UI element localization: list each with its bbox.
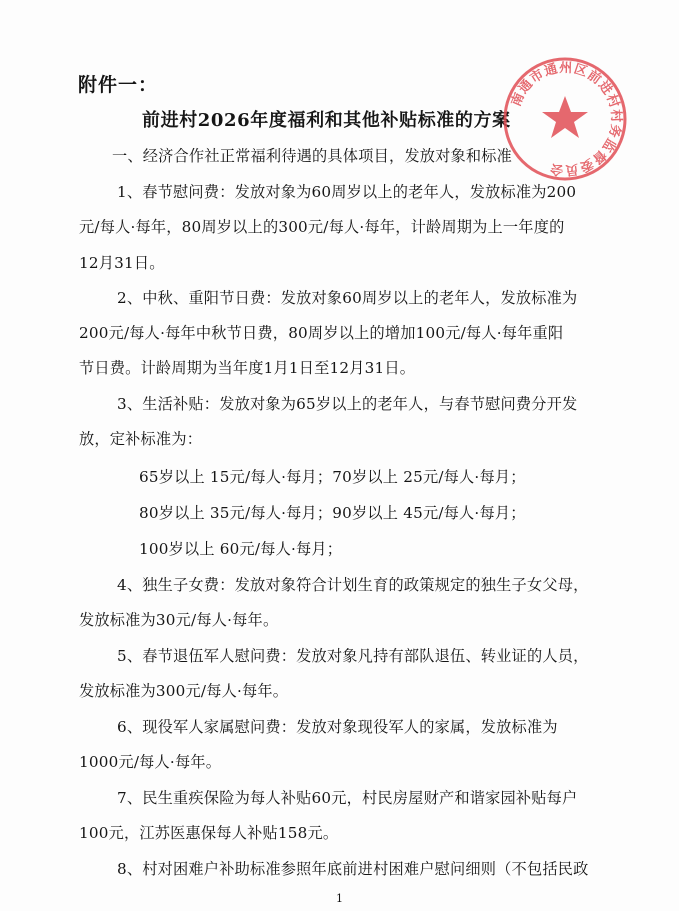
item4-line2: 发放标准为30元/每人·每年。	[79, 611, 279, 629]
item1-line2: 元/每人·每年，80周岁以上的300元/每人·每年，计龄周期为上一年度的	[79, 218, 565, 236]
item7-line1: 7、民生重疾保险为每人补贴60元，村民房屋财产和谐家园补贴每户	[117, 789, 578, 807]
item2-line3: 节日费。计龄周期为当年度1月1日至12月31日。	[79, 359, 416, 377]
attachment-label: 附件一：	[78, 74, 159, 96]
item3-line2: 放，定补标准为：	[79, 430, 203, 448]
item5-line1: 5、春节退伍军人慰问费：发放对象凡持有部队退伍、转业证的人员，	[117, 647, 589, 665]
item2-line1: 2、中秋、重阳节日费：发放对象60周岁以上的老年人，发放标准为	[117, 289, 578, 307]
item6-line2: 1000元/每人·每年。	[79, 753, 222, 771]
item1-line1: 1、春节慰问费：发放对象为60周岁以上的老年人，发放标准为200	[117, 183, 577, 201]
item3-line1: 3、生活补贴：发放对象为65岁以上的老年人，与春节慰问费分开发	[117, 395, 578, 413]
item5-line2: 发放标准为300元/每人·每年。	[79, 682, 289, 700]
page-number: 1	[336, 892, 343, 905]
section-heading: 一、经济合作社正常福利待遇的具体项目，发放对象和标准	[112, 147, 513, 165]
document-title: 前进村2026年度福利和其他补贴标准的方案	[142, 110, 511, 131]
item3-standard-2: 80岁以上 35元/每人·每月；90岁以上 45元/每人·每月；	[139, 504, 526, 522]
item4-line1: 4、独生子女费：发放对象符合计划生育的政策规定的独生子女父母，	[117, 576, 589, 594]
item6-line1: 6、现役军人家属慰问费：发放对象现役军人的家属，发放标准为	[117, 718, 558, 736]
item8-line1: 8、村对困难户补助标准参照年底前进村困难户慰问细则（不包括民政	[117, 860, 589, 878]
official-seal-icon	[500, 54, 630, 184]
item3-standard-3: 100岁以上 60元/每人·每月；	[139, 540, 343, 558]
item1-line3: 12月31日。	[79, 254, 165, 272]
item3-standard-1: 65岁以上 15元/每人·每月；70岁以上 25元/每人·每月；	[139, 468, 526, 486]
seal-star-icon	[542, 96, 588, 138]
item2-line2: 200元/每人·每年中秋节日费，80周岁以上的增加100元/每人·每年重阳	[79, 324, 564, 342]
seal-text: 南通市通州区前进村村务监督委员会	[508, 60, 624, 178]
item7-line2: 100元，江苏医惠保每人补贴158元。	[79, 824, 339, 842]
